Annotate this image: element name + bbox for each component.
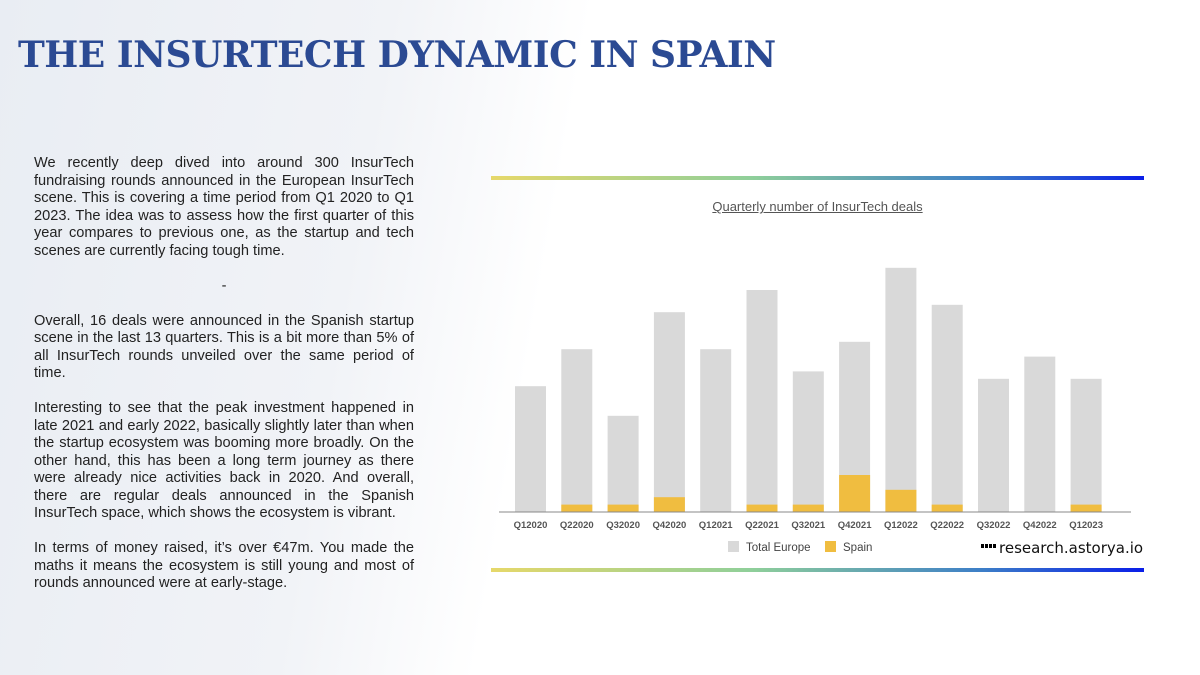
body-text (34, 155, 414, 610)
separator: - (221, 277, 227, 294)
gradient-divider-top (491, 176, 1144, 180)
x-tick-label: Q32022 (976, 520, 1011, 531)
bar-spain-Q32021 (793, 505, 824, 512)
bar-spain-Q22021 (747, 505, 778, 512)
paragraph-intro: We recently deep dived into around 300 InsurTech fundraising rounds announced in the European InsurTech scene. This is covering a time period from Q1 2020 to Q1 2023. The idea was to assess how the first quarter of this year compares to previous one, as the startup and tech scenes are currently facing tough time. (34, 155, 414, 259)
chart-title: Quarterly number of InsurTech deals (712, 199, 923, 214)
x-tick-label: Q32020 (606, 520, 641, 531)
bar-total-europe-Q32020 (608, 416, 639, 512)
bar-chart (491, 230, 1144, 565)
x-tick-label: Q22020 (559, 520, 594, 531)
bar-spain-Q22022 (932, 505, 963, 512)
legend-label: Total Europe (746, 542, 811, 554)
legend-swatch-1 (825, 541, 836, 552)
gradient-divider-bottom (491, 568, 1144, 572)
logo-icon (981, 544, 984, 548)
bar-total-europe-Q22020 (561, 349, 592, 512)
x-tick-label: Q12020 (513, 520, 548, 531)
bar-total-europe-Q22022 (932, 305, 963, 512)
paragraph-overall: Overall, 16 deals were announced in the Spanish startup scene in the last 13 quarters. This is a bit more than 5% of all InsurTech rounds unveiled over the same period of time. (34, 312, 414, 381)
x-tick-label: Q42022 (1022, 520, 1057, 531)
x-tick-label: Q12021 (698, 520, 733, 531)
x-tick-label: Q42020 (652, 520, 687, 531)
bar-total-europe-Q42022 (1024, 357, 1055, 512)
bar-total-europe-Q12022 (885, 268, 916, 512)
bar-total-europe-Q42020 (654, 312, 685, 512)
logo-icon (993, 544, 996, 545)
paragraph-money: In terms of money raised, it’s over €47m. You made the maths it means the ecosystem is still young and most of rounds announced were at early-stage. (34, 540, 414, 591)
bar-spain-Q42020 (654, 497, 685, 512)
bar-spain-Q42021 (839, 475, 870, 512)
bar-total-europe-Q32021 (793, 371, 824, 512)
legend-swatch-0 (728, 541, 739, 552)
x-tick-label: Q22021 (745, 520, 779, 531)
x-tick-label: Q32021 (791, 520, 826, 531)
bar-total-europe-Q22021 (747, 290, 778, 512)
bar-total-europe-Q12021 (700, 349, 731, 512)
bar-spain-Q32020 (608, 505, 639, 512)
x-tick-label: Q12023 (1069, 520, 1104, 531)
legend-label: Spain (843, 542, 873, 554)
brand-label: research.astorya.io (999, 539, 1144, 557)
bar-total-europe-Q12023 (1071, 379, 1102, 512)
bar-total-europe-Q32022 (978, 379, 1009, 512)
x-tick-label: Q42021 (837, 520, 872, 531)
bar-total-europe-Q12020 (515, 386, 546, 512)
bar-spain-Q22020 (561, 505, 592, 512)
x-tick-label: Q12022 (883, 520, 918, 531)
paragraph-peak: Interesting to see that the peak investment happened in late 2021 and early 2022, basically slightly later than when the startup ecosystem was booming more broadly. On the other hand, this has been a long term journey as there were already nice activities back in 2020. And overall, there are regular deals announced in the Spanish InsurTech space, which shows the ecosystem is vibrant. (34, 400, 414, 521)
bar-spain-Q12022 (885, 490, 916, 512)
x-tick-label: Q22022 (930, 520, 965, 531)
page-title: THE INSURTECH DYNAMIC IN SPAIN (18, 34, 776, 76)
logo-icon (989, 544, 992, 548)
logo-icon (985, 544, 988, 548)
bar-spain-Q12023 (1071, 505, 1102, 512)
